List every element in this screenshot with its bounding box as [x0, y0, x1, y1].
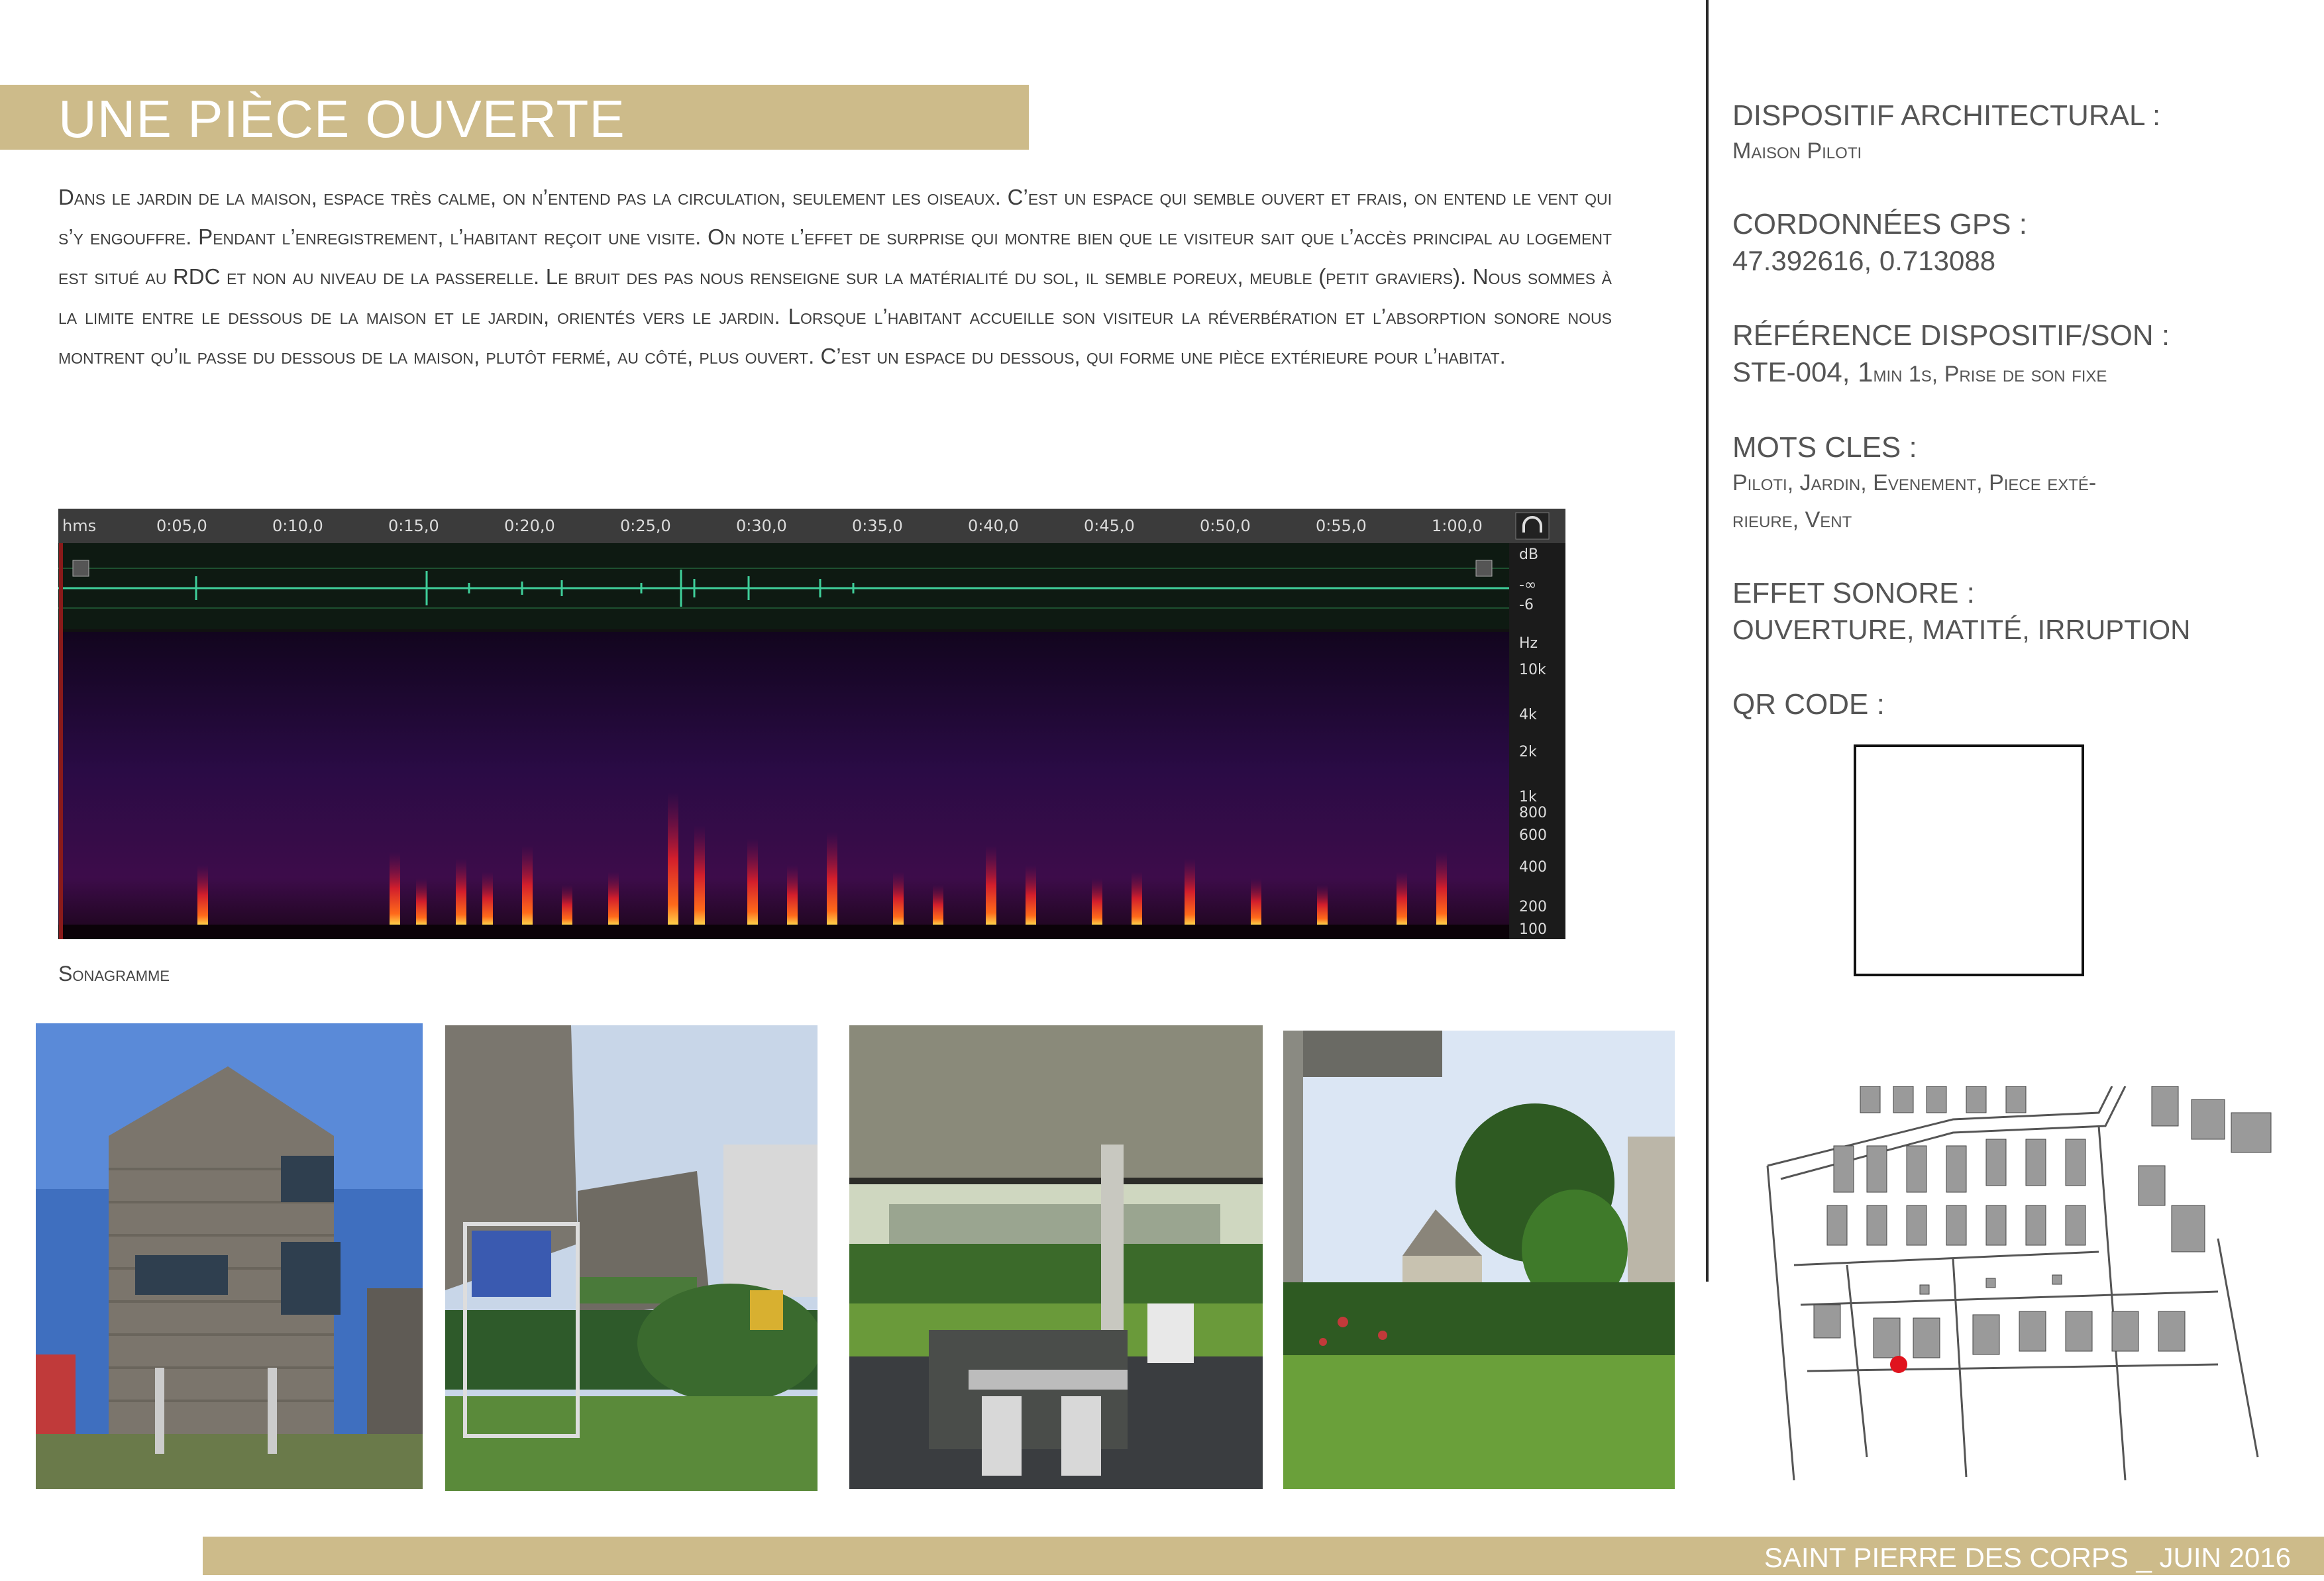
time-tick-label: 0:15,0 [388, 517, 439, 535]
hz-scale-label: 400 [1519, 859, 1547, 876]
hz-scale-label: 2k [1519, 744, 1537, 760]
photo-under-house [849, 1025, 1263, 1489]
keywords-block [1732, 431, 2276, 538]
page-title: UNE PIÈCE OUVERTE [58, 89, 625, 148]
hz-scale-label: 10k [1519, 662, 1546, 678]
hz-scale-label: 200 [1519, 899, 1547, 915]
hz-scale-label: 1k [1519, 789, 1537, 805]
keywords-label: MOTS CLES : [1732, 431, 1917, 464]
footer-text: SAINT PIERRE DES CORPS _ JUIN 2016 [1764, 1542, 2291, 1573]
time-tick-label: 0:05,0 [156, 517, 207, 535]
sonagram [58, 509, 1565, 939]
effect-label: EFFET SONORE : [1732, 577, 1975, 609]
db-scale-label: dB [1519, 546, 1539, 563]
sonagram-svg [58, 509, 1565, 939]
qr-block [1732, 688, 2276, 721]
dispositif-label: DISPOSITIF ARCHITECTURAL : [1732, 99, 2161, 132]
reference-value-detail: min 1s, Prise de son fixe [1873, 362, 2107, 387]
gps-label: CORDONNÉES GPS : [1732, 208, 2027, 240]
qr-label: QR CODE : [1732, 688, 1885, 721]
effect-block [1732, 577, 2276, 650]
hz-scale-label: 800 [1519, 805, 1547, 821]
hz-scale-label: 600 [1519, 827, 1547, 844]
wave-end-marker[interactable] [1476, 560, 1492, 576]
time-tick-label: 0:45,0 [1084, 517, 1135, 535]
gps-value: 47.392616, 0.713088 [1732, 245, 1996, 276]
sonagram-caption: Sonagramme [58, 962, 170, 986]
reference-value [1732, 352, 2276, 393]
qr-code-placeholder [1854, 744, 2084, 976]
time-tick-label: 0:10,0 [272, 517, 323, 535]
hz-scale-label: Hz [1519, 635, 1538, 652]
hz-scale-label: 4k [1519, 707, 1537, 723]
wave-start-marker[interactable] [73, 560, 89, 576]
time-tick-label: 0:50,0 [1200, 517, 1251, 535]
info-panel [1732, 99, 2276, 760]
dispositif-block [1732, 99, 2276, 170]
effect-value: OUVERTURE, MATITÉ, IRRUPTION [1732, 614, 2191, 645]
time-tick-label: hms [62, 517, 97, 535]
location-marker [1890, 1356, 1907, 1373]
site-map [1754, 1086, 2284, 1480]
waveform-area [58, 543, 1509, 629]
photo-garden-lawn [1283, 1031, 1675, 1489]
keywords-line-1: Piloti, Jardin, Evenement, Piece exté- [1732, 470, 2097, 495]
time-tick-label: 0:25,0 [620, 517, 671, 535]
time-tick-label: 0:35,0 [852, 517, 903, 535]
time-tick-label: 0:30,0 [736, 517, 787, 535]
reference-label: RÉFÉRENCE DISPOSITIF/SON : [1732, 319, 2170, 352]
description-paragraph: Dans le jardin de la maison, espace très calme, on n’entend pas la circulation, seulement les oiseaux. C’est un espace qui semble ouvert et frais, on entend le vent qui s’y engouffre. Pendant l’enregistrement, l’habitant reçoit une visite. On note l’effet de surprise qui montre bien que le visiteur sait que l’accès principal au logement est situé au RDC et non au niveau de la passerelle. Le bruit des pas nous renseigne sur la matérialité du sol, il semble poreux, meuble (petit graviers). Nous sommes à la limite entre le dessous de la maison et le jardin, orientés vers le jardin. Lorsque l’habitant accueille son visiteur la réverbération et l’absorption sonore nous montrent qu’il passe du dessous de la maison, plutôt fermé, au côté, plus ouvert. C’est un espace du dessous, qui forme une pièce extérieure pour l’habitat. [58, 185, 1612, 368]
time-tick-label: 1:00,0 [1432, 517, 1483, 535]
reference-block [1732, 319, 2276, 393]
db-scale-label: -∞ [1519, 577, 1537, 593]
title-bar [0, 85, 1029, 150]
dispositif-value: Maison Piloti [1732, 138, 1862, 164]
vertical-divider [1706, 0, 1709, 1282]
gps-block [1732, 208, 2276, 281]
time-tick-label: 0:55,0 [1316, 517, 1367, 535]
keywords-line-2: rieure, Vent [1732, 507, 1852, 533]
reference-value-main: STE-004, 1 [1732, 356, 1874, 387]
photo-house-facade [36, 1023, 423, 1489]
photo-garden-side [445, 1025, 818, 1491]
time-tick-label: 0:40,0 [968, 517, 1019, 535]
footer-bar [203, 1537, 2324, 1575]
spectrogram [58, 632, 1509, 939]
db-scale-label: -6 [1519, 597, 1534, 613]
hz-scale-label: 100 [1519, 921, 1547, 938]
time-tick-label: 0:20,0 [504, 517, 555, 535]
